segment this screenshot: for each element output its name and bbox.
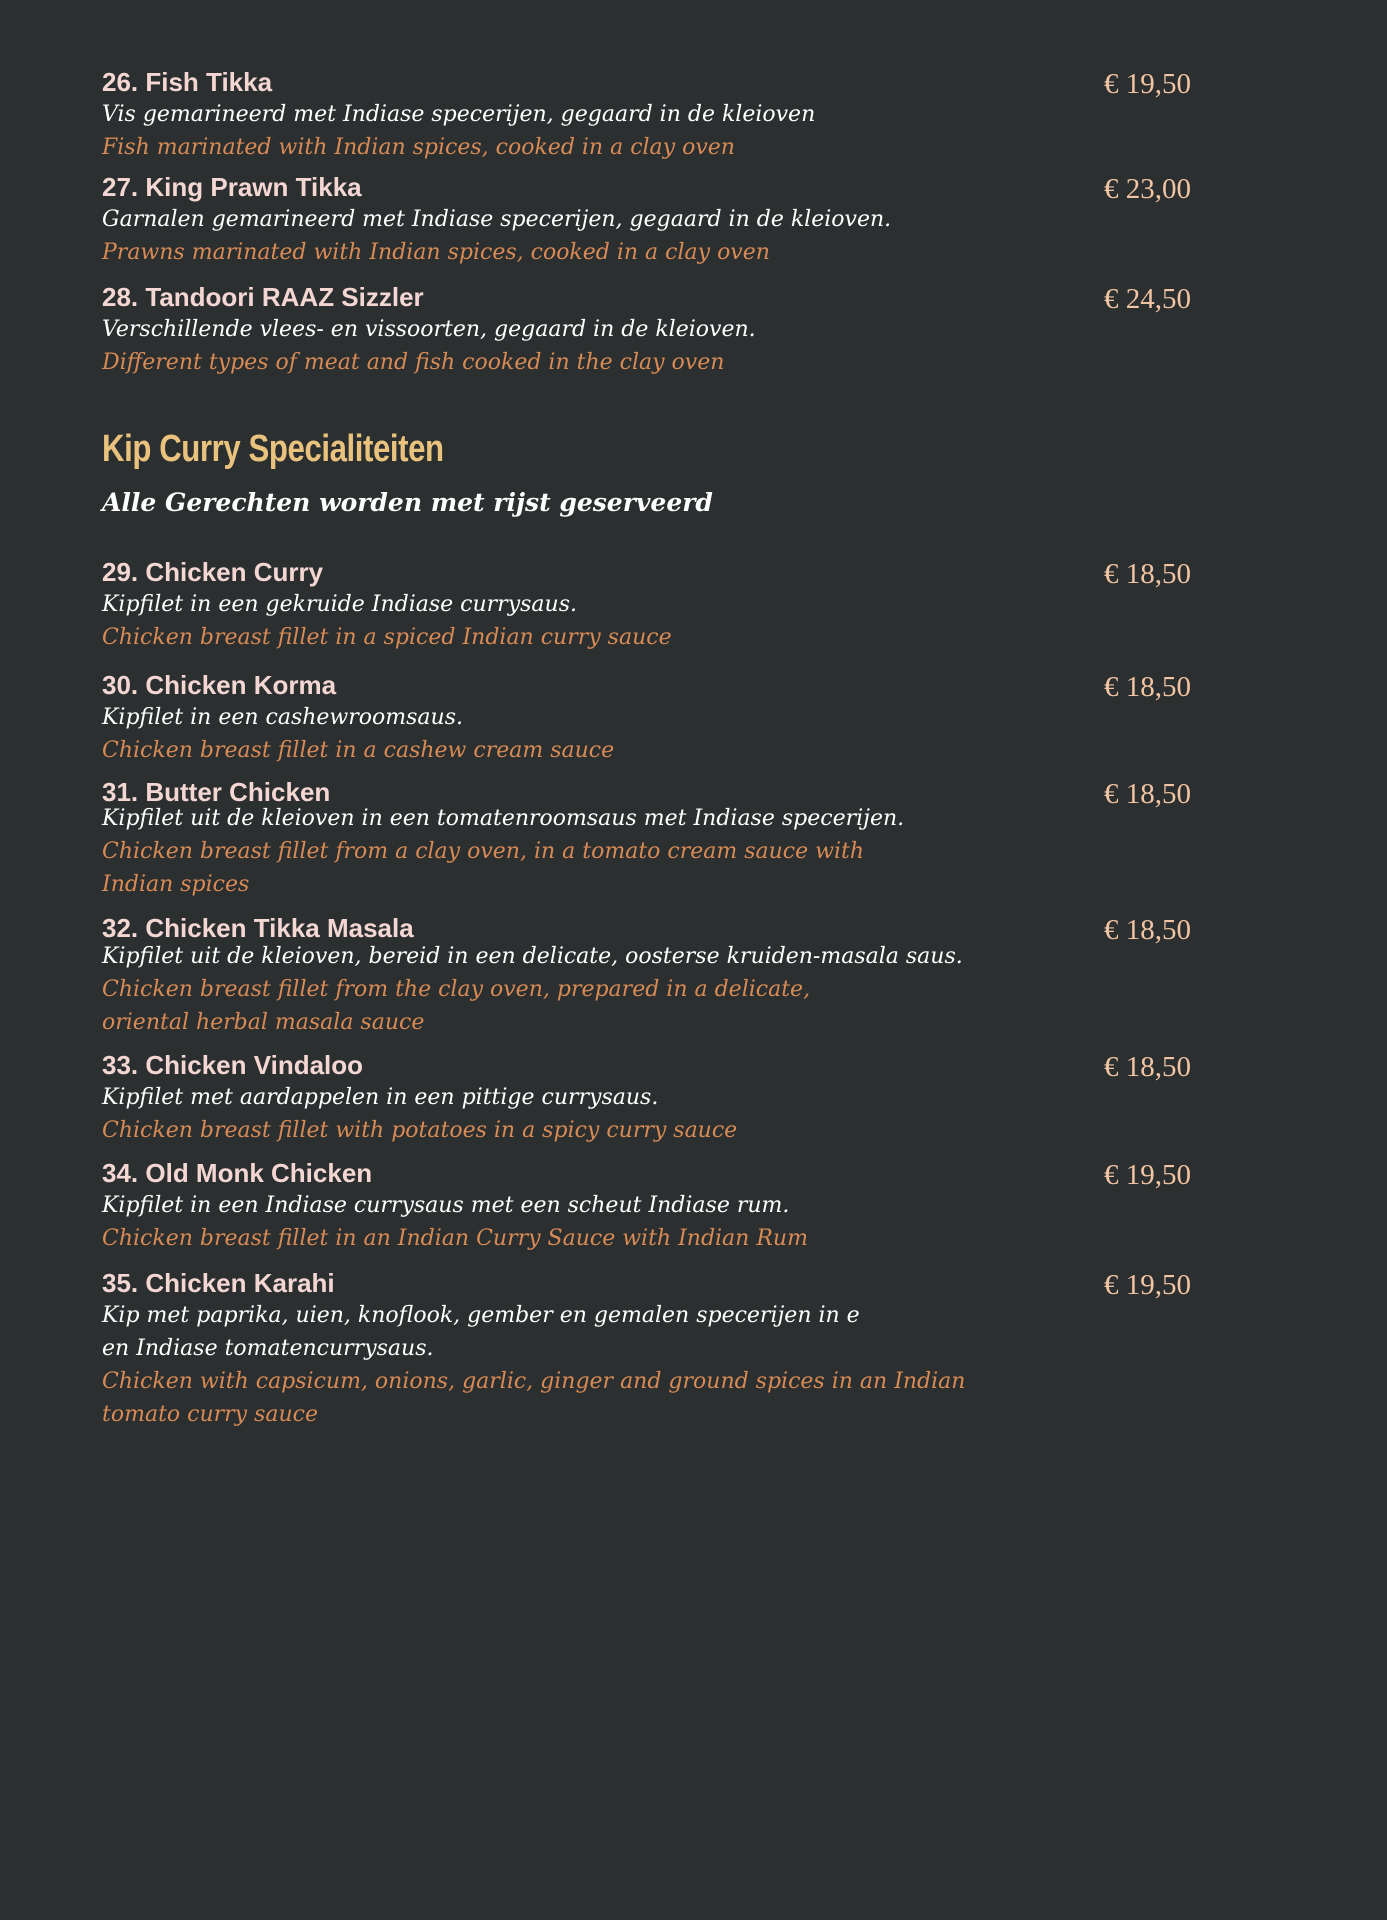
item-description-nl: Garnalen gemarineerd met Indiase specerijen, gegaard in de kleioven. <box>102 207 892 232</box>
item-description-nl: Kipfilet in een cashewroomsaus. <box>102 705 463 730</box>
item-price: € 19,50 <box>1104 68 1191 100</box>
item-description-en-line2: Indian spices <box>102 872 250 897</box>
item-description-en: Chicken with capsicum, onions, garlic, ginger and ground spices in an Indian <box>102 1369 966 1394</box>
item-name: 27. King Prawn Tikka <box>102 172 362 202</box>
item-name: 33. Chicken Vindaloo <box>102 1050 364 1080</box>
menu-item-34 <box>102 1157 1202 1255</box>
item-description-nl: Kipfilet uit de kleioven in een tomatenroomsaus met Indiase specerijen. <box>102 806 905 831</box>
section-title: Kip Curry Specialiteiten <box>102 428 444 470</box>
menu-item-32 <box>102 912 1202 1039</box>
item-description-nl: Kipfilet met aardappelen in een pittige currysaus. <box>102 1085 659 1110</box>
item-description-nl: Kip met paprika, uien, knoflook, gember en gemalen specerijen in e <box>102 1303 860 1328</box>
item-description-en: Chicken breast fillet in a cashew cream sauce <box>102 738 615 763</box>
section-subtitle: Alle Gerechten worden met rijst geserveerd <box>102 488 713 517</box>
item-price: € 18,50 <box>1104 778 1191 810</box>
menu-item-28 <box>102 281 1202 379</box>
item-name: 32. Chicken Tikka Masala <box>102 913 414 943</box>
item-price: € 23,00 <box>1104 173 1191 205</box>
menu-item-30 <box>102 669 1202 767</box>
item-name: 35. Chicken Karahi <box>102 1268 335 1298</box>
item-description-en-line2: tomato curry sauce <box>102 1402 319 1427</box>
item-description-en: Chicken breast fillet in a spiced Indian curry sauce <box>102 625 672 650</box>
item-name: 30. Chicken Korma <box>102 670 337 700</box>
item-description-en: Prawns marinated with Indian spices, cooked in a clay oven <box>102 240 770 265</box>
item-description-en: Chicken breast fillet with potatoes in a spicy curry sauce <box>102 1118 738 1143</box>
item-description-en: Different types of meat and fish cooked in the clay oven <box>102 350 725 375</box>
item-description-nl: Verschillende vlees- en vissoorten, gegaard in de kleioven. <box>102 317 756 342</box>
item-price: € 19,50 <box>1104 1159 1191 1191</box>
item-name: 28. Tandoori RAAZ Sizzler <box>102 282 424 312</box>
item-description-nl: Kipfilet in een gekruide Indiase currysaus. <box>102 592 577 617</box>
menu-item-27 <box>102 171 1202 269</box>
item-price: € 24,50 <box>1104 283 1191 315</box>
item-name: 34. Old Monk Chicken <box>102 1158 373 1188</box>
menu-item-33 <box>102 1049 1202 1147</box>
item-price: € 18,50 <box>1104 914 1191 946</box>
item-name: 31. Butter Chicken <box>102 777 331 807</box>
item-name: 26. Fish Tikka <box>102 67 273 97</box>
item-description-nl: Kipfilet uit de kleioven, bereid in een delicate, oosterse kruiden-masala saus. <box>102 944 963 969</box>
item-price: € 18,50 <box>1104 671 1191 703</box>
item-description-nl: Kipfilet in een Indiase currysaus met een scheut Indiase rum. <box>102 1193 790 1218</box>
item-description-en-line2: oriental herbal masala sauce <box>102 1010 425 1035</box>
item-description-en: Chicken breast fillet from the clay oven, prepared in a delicate, <box>102 977 811 1002</box>
item-price: € 18,50 <box>1104 558 1191 590</box>
item-price: € 19,50 <box>1104 1269 1191 1301</box>
item-description-nl: Vis gemarineerd met Indiase specerijen, gegaard in de kleioven <box>102 102 816 127</box>
item-name: 29. Chicken Curry <box>102 557 324 587</box>
menu-item-35 <box>102 1267 1202 1431</box>
item-price: € 18,50 <box>1104 1051 1191 1083</box>
menu-item-31 <box>102 776 1202 901</box>
menu-item-29 <box>102 556 1202 654</box>
menu-item-26 <box>102 66 1202 164</box>
item-description-en: Chicken breast fillet from a clay oven, in a tomato cream sauce with <box>102 839 865 864</box>
item-description-nl-line2: en Indiase tomatencurrysaus. <box>102 1336 434 1361</box>
item-description-en: Chicken breast fillet in an Indian Curry Sauce with Indian Rum <box>102 1226 808 1251</box>
item-description-en: Fish marinated with Indian spices, cooked in a clay oven <box>102 135 735 160</box>
